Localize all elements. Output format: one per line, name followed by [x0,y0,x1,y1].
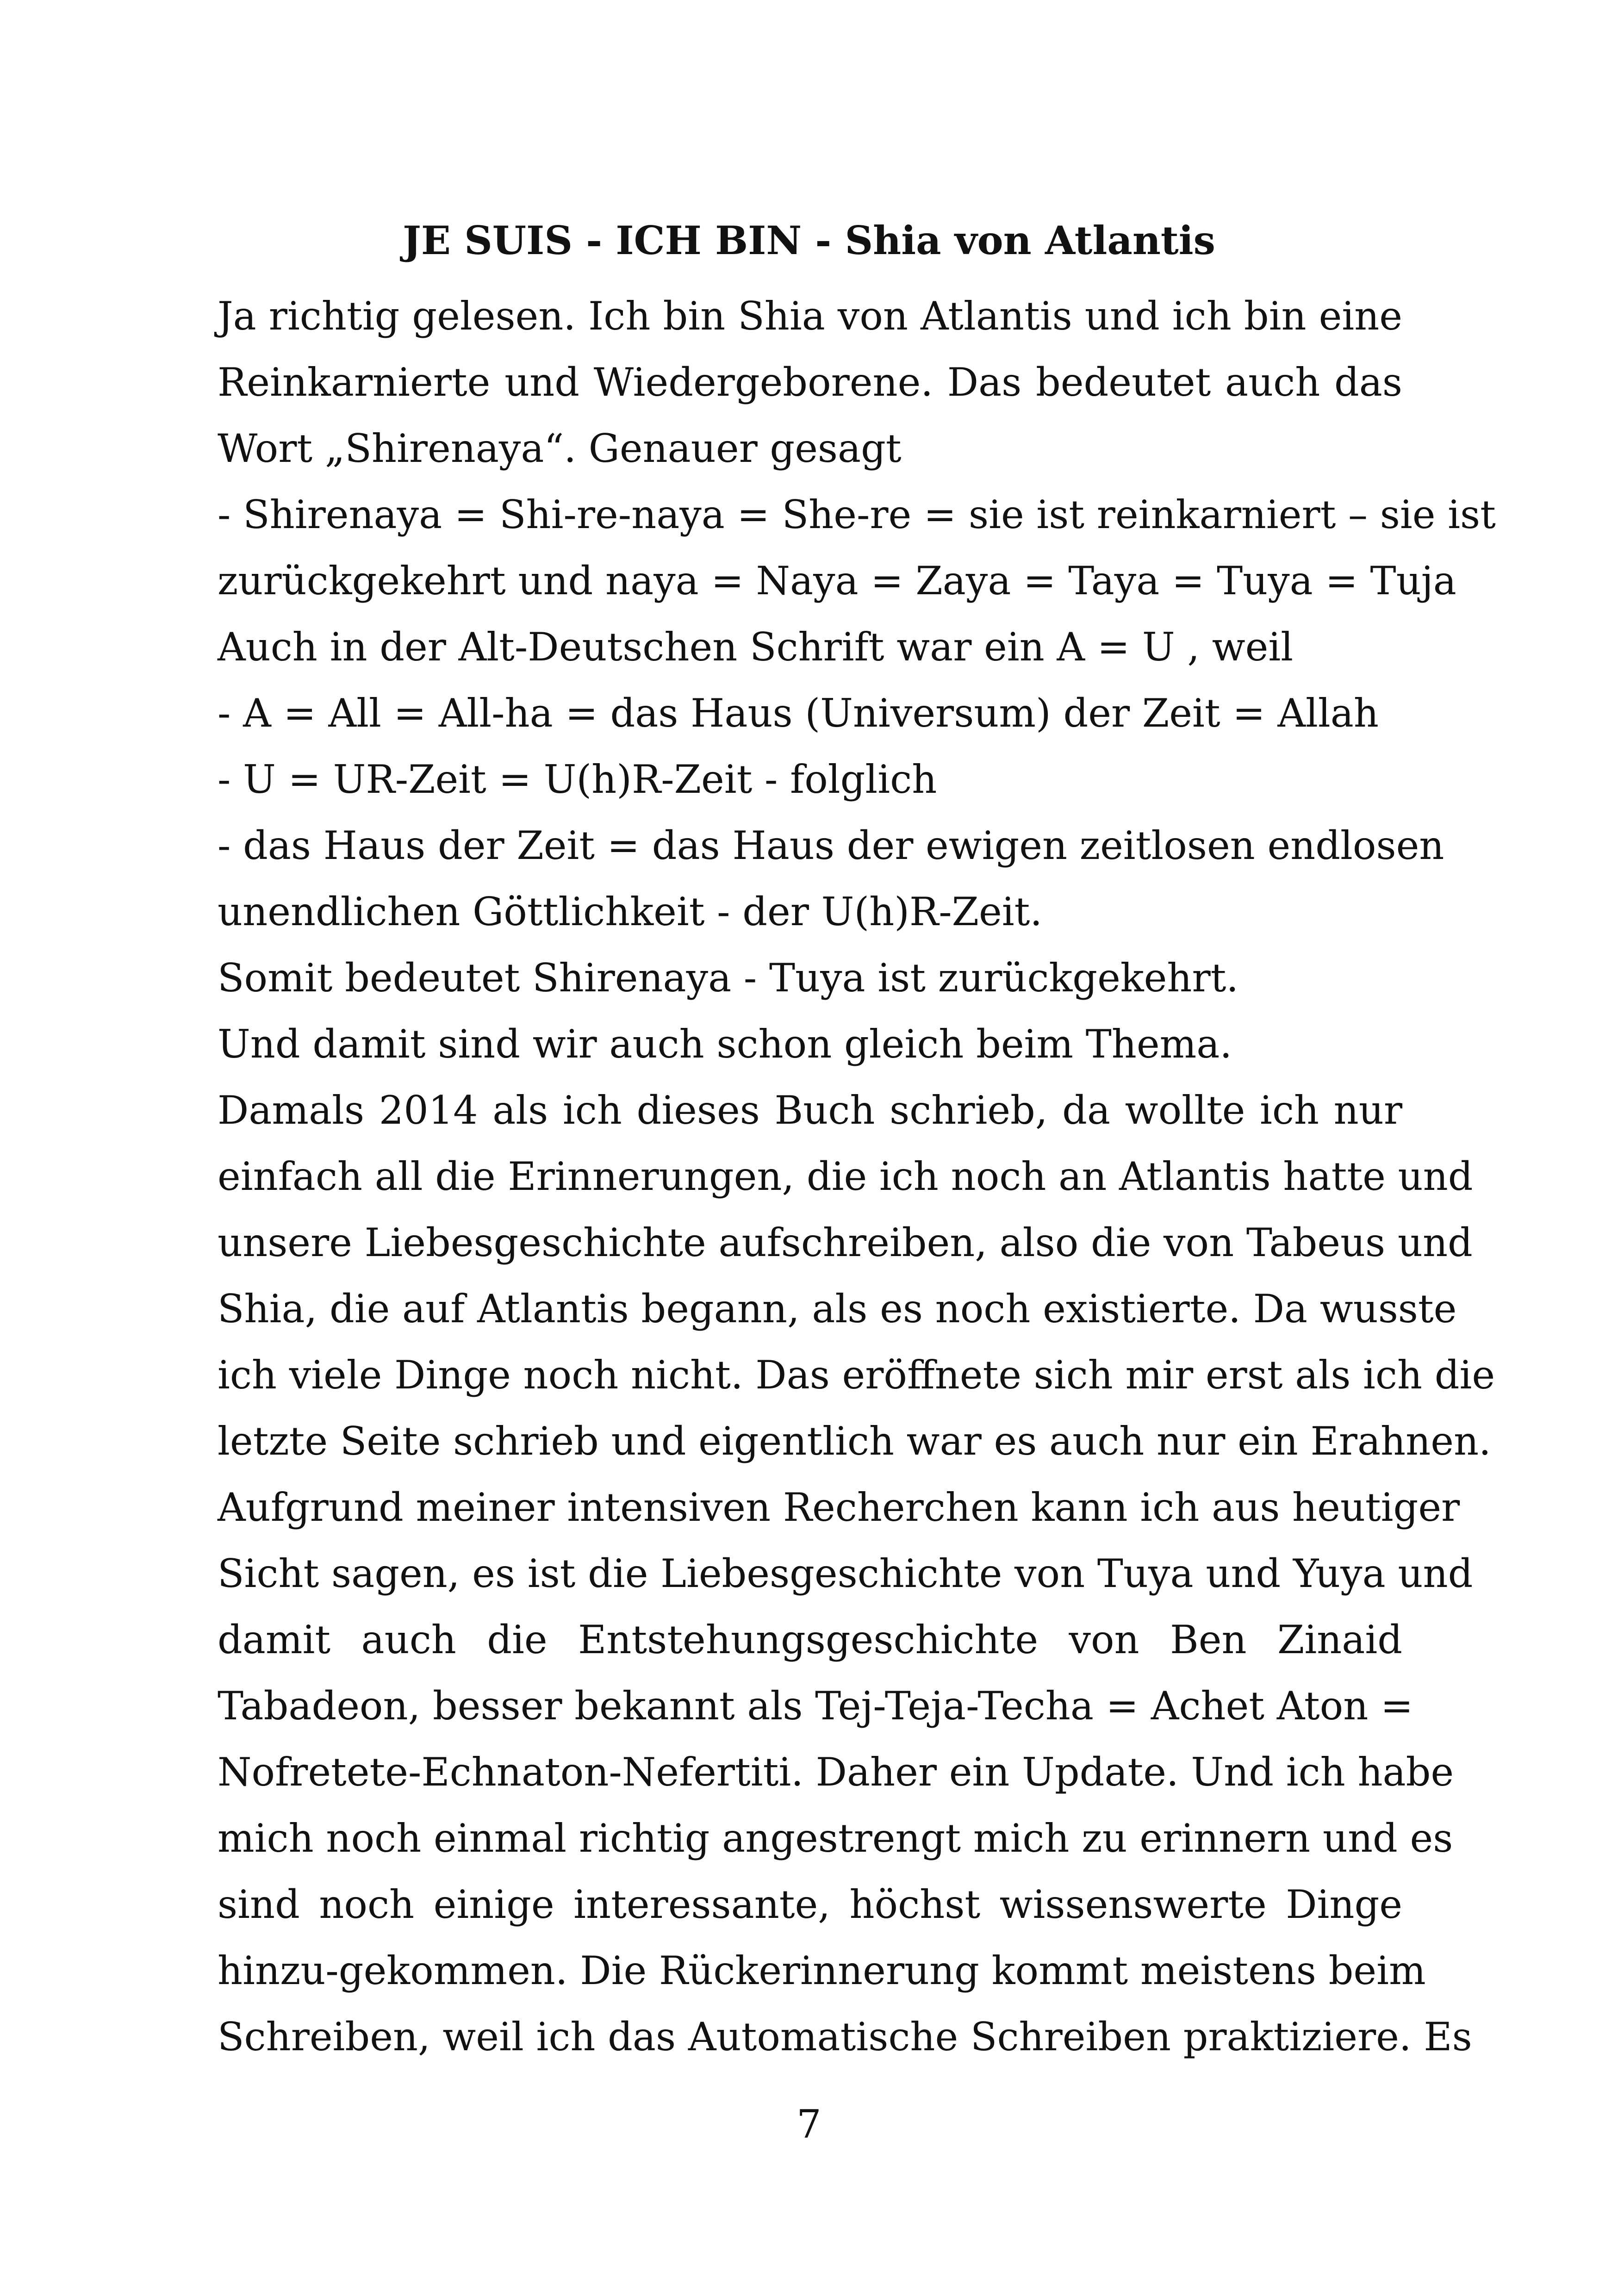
text-line: Somit bedeutet Shirenaya - Tuya ist zurückgekehrt. [218,955,1239,1001]
text-line: Und damit sind wir auch schon gleich beim Thema. [218,1021,1232,1067]
text-line: damit auch die Entstehungsgeschichte von Ben Zinaid [218,1617,1402,1662]
text-line: unsere Liebesgeschichte aufschreiben, also die von Tabeus und [218,1220,1473,1265]
text-line: Shia, die auf Atlantis begann, als es noch existierte. Da wusste [218,1286,1457,1332]
text-line: Wort „Shirenaya“. Genauer gesagt [218,426,902,471]
text-line: ich viele Dinge noch nicht. Das eröffnete sich mir erst als ich die [218,1352,1495,1398]
text-line: - das Haus der Zeit = das Haus der ewigen zeitlosen endlosen [218,823,1444,868]
page-number: 7 [797,2102,821,2147]
text-line: Reinkarnierte und Wiedergeborene. Das bedeutet auch das [218,360,1402,405]
text-line: - A = All = All-ha = das Haus (Universum) der Zeit = Allah [218,691,1379,736]
text-line: Nofretete-Echnaton-Nefertiti. Daher ein Update. Und ich habe [218,1749,1454,1795]
body-text [218,283,1496,2070]
text-line: Tabadeon, besser bekannt als Tej-Teja-Techa = Achet Aton = [218,1683,1413,1729]
text-line: Schreiben, weil ich das Automatische Schreiben praktiziere. Es [218,2014,1472,2060]
text-line: Sicht sagen, es ist die Liebesgeschichte von Tuya und Yuya und [218,1551,1473,1596]
text-line: letzte Seite schrieb und eigentlich war es auch nur ein Erahnen. [218,1419,1491,1464]
text-line: unendlichen Göttlichkeit - der U(h)R-Zeit. [218,889,1043,934]
text-line: Auch in der Alt-Deutschen Schrift war ein A = U , weil [218,624,1294,670]
text-line: Damals 2014 als ich dieses Buch schrieb, da wollte ich nur [218,1088,1402,1133]
text-line: - Shirenaya = Shi-re-naya = She-re = sie ist reinkarniert – sie ist [218,492,1496,537]
text-line: einfach all die Erinnerungen, die ich noch an Atlantis hatte und [218,1154,1473,1199]
text-line: zurückgekehrt und naya = Naya = Zaya = Taya = Tuya = Tuja [218,558,1456,604]
text-line: hinzu-gekommen. Die Rückerinnerung kommt meistens beim [218,1948,1426,1993]
text-line: mich noch einmal richtig angestrengt mich zu erinnern und es [218,1816,1453,1861]
text-line: sind noch einige interessante, höchst wissenswerte Dinge [218,1882,1402,1927]
text-line: - U = UR-Zeit = U(h)R-Zeit - folglich [218,757,937,802]
text-line: Aufgrund meiner intensiven Recherchen kann ich aus heutiger [218,1485,1460,1530]
text-line: Ja richtig gelesen. Ich bin Shia von Atlantis und ich bin eine [218,293,1402,339]
page-title: JE SUIS - ICH BIN - Shia von Atlantis [403,218,1215,263]
